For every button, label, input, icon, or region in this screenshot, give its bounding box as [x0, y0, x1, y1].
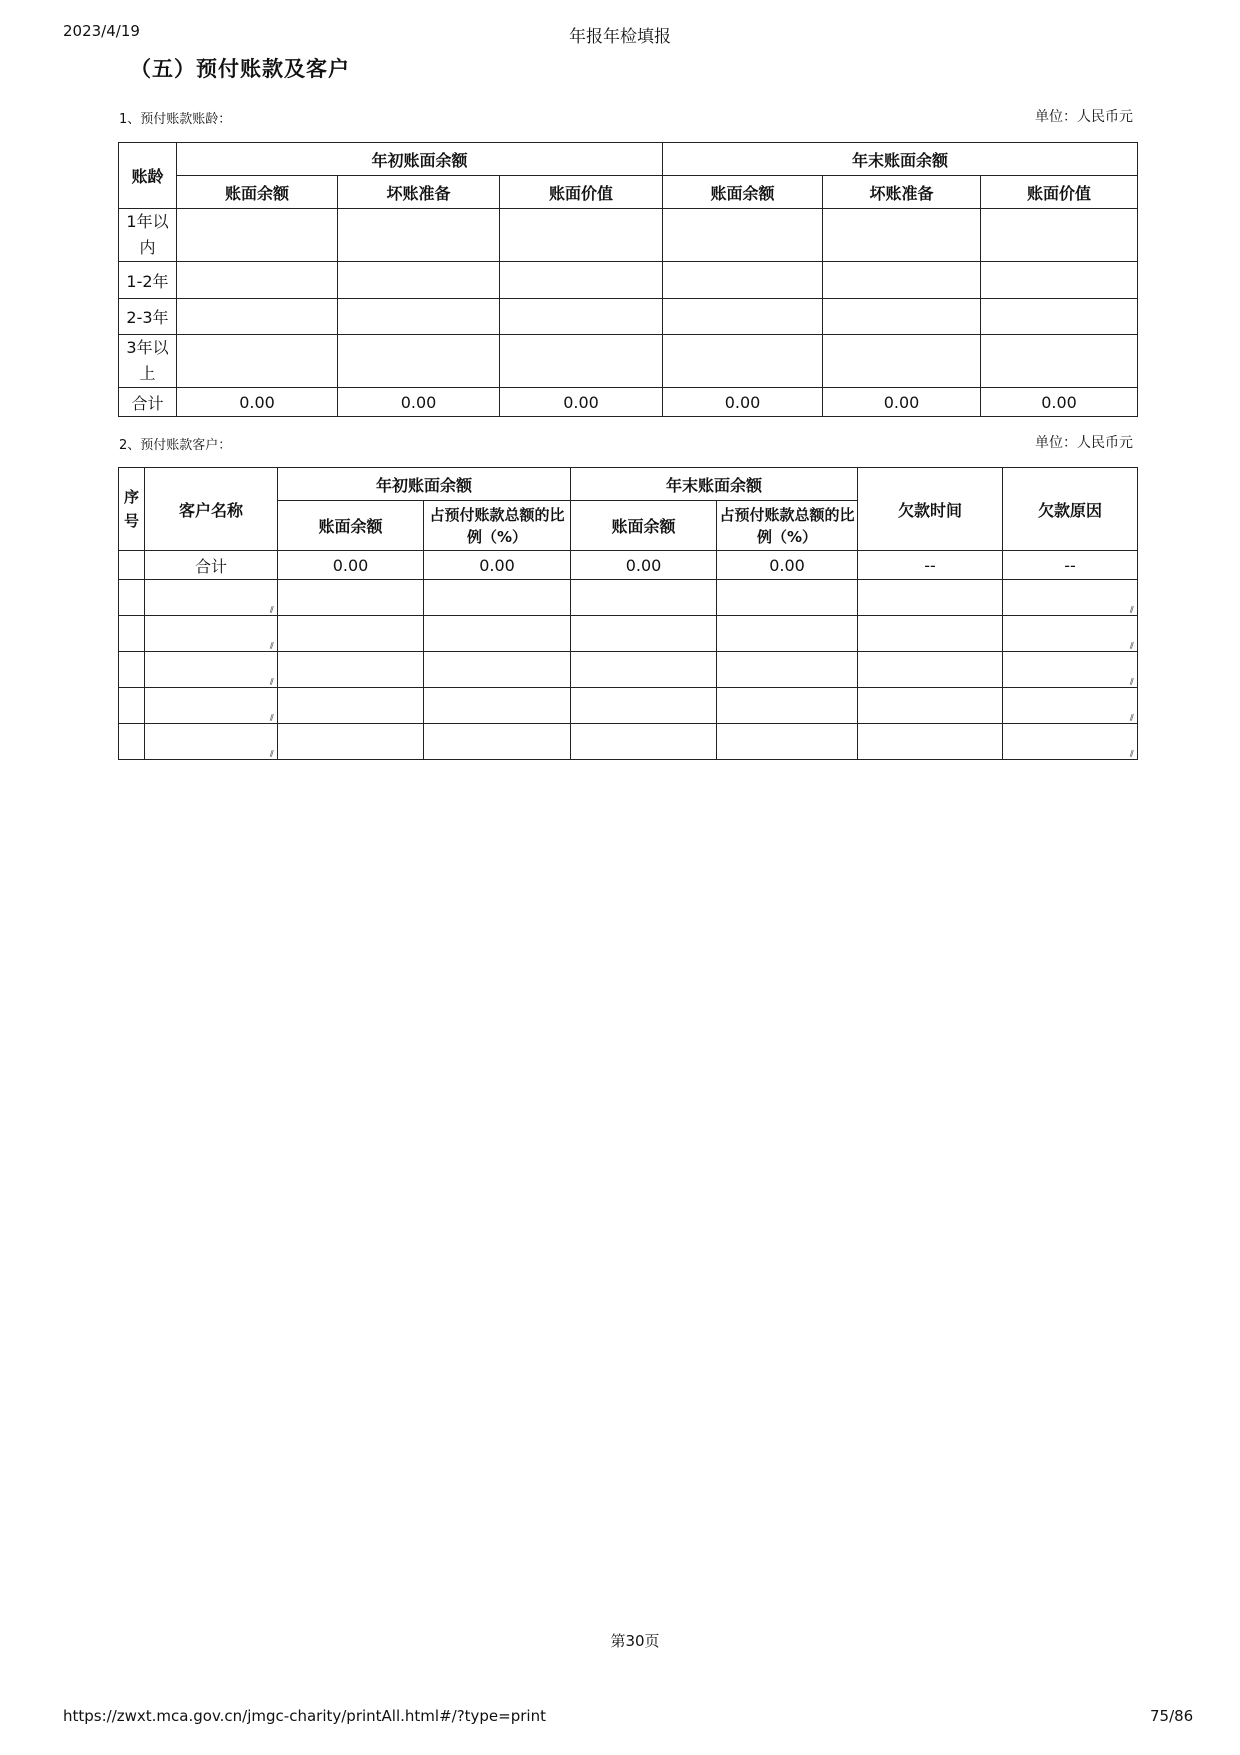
input-cell[interactable] [663, 209, 823, 262]
input-cell[interactable] [424, 688, 571, 724]
col-header-begin-ratio: 占预付账款总额的比例（%） [424, 501, 571, 551]
input-cell[interactable] [823, 262, 981, 299]
group-header-begin: 年初账面余额 [177, 143, 663, 176]
col-header-reason: 欠款原因 [1003, 468, 1138, 551]
input-cell[interactable] [717, 724, 858, 760]
aging-table [118, 142, 1138, 417]
input-cell[interactable] [338, 299, 500, 335]
total-label: 合计 [145, 551, 278, 580]
page-number: 第30页 [610, 1632, 660, 1650]
table-row [119, 299, 1138, 335]
total-label: 合计 [119, 388, 177, 417]
input-cell[interactable] [500, 299, 663, 335]
row-label: 3年以上 [119, 335, 177, 388]
resize-handle-icon[interactable] [267, 750, 275, 758]
total-value: 0.00 [663, 388, 823, 417]
resize-handle-icon[interactable] [267, 714, 275, 722]
customers-unit: 单位：人民币元 [1035, 435, 1133, 451]
table-row [119, 724, 1138, 760]
table-row [119, 209, 1138, 262]
input-cell[interactable] [500, 262, 663, 299]
group-header-end: 年末账面余额 [571, 468, 858, 501]
col-header-end-allowance: 坏账准备 [823, 176, 981, 209]
aging-caption: 1、预付账款账龄： [119, 112, 232, 127]
reason-input[interactable] [1003, 724, 1138, 760]
input-cell[interactable] [338, 262, 500, 299]
input-cell[interactable] [177, 262, 338, 299]
input-cell[interactable] [981, 335, 1138, 388]
input-cell[interactable] [858, 616, 1003, 652]
aging-unit: 单位：人民币元 [1035, 109, 1133, 125]
customers-caption: 2、预付账款客户： [119, 438, 232, 453]
input-cell[interactable] [424, 616, 571, 652]
customer-name-input[interactable] [145, 688, 278, 724]
input-cell[interactable] [177, 209, 338, 262]
seq-cell [119, 724, 145, 760]
col-header-end-balance: 账面余额 [663, 176, 823, 209]
input-cell[interactable] [177, 299, 338, 335]
input-cell[interactable] [177, 335, 338, 388]
total-value: 0.00 [823, 388, 981, 417]
total-value: -- [858, 551, 1003, 580]
total-row [119, 388, 1138, 417]
group-header-end: 年末账面余额 [663, 143, 1138, 176]
seq-cell [119, 652, 145, 688]
total-value: 0.00 [177, 388, 338, 417]
resize-handle-icon[interactable] [1127, 678, 1135, 686]
resize-handle-icon[interactable] [267, 678, 275, 686]
row-label: 1-2年 [119, 262, 177, 299]
page-url: https://zwxt.mca.gov.cn/jmgc-charity/printAll.html#/?type=print [63, 1707, 546, 1725]
total-value: 0.00 [278, 551, 424, 580]
print-page-count: 75/86 [1150, 1707, 1194, 1725]
reason-input[interactable] [1003, 580, 1138, 616]
input-cell[interactable] [717, 652, 858, 688]
input-cell[interactable] [663, 299, 823, 335]
input-cell[interactable] [424, 580, 571, 616]
row-label: 1年以内 [119, 209, 177, 262]
input-cell[interactable] [823, 335, 981, 388]
input-cell[interactable] [663, 335, 823, 388]
customers-table [118, 467, 1138, 760]
col-header-seq: 序号 [119, 468, 145, 551]
seq-cell [119, 616, 145, 652]
input-cell[interactable] [823, 299, 981, 335]
input-cell[interactable] [858, 688, 1003, 724]
input-cell[interactable] [500, 209, 663, 262]
input-cell[interactable] [858, 652, 1003, 688]
resize-handle-icon[interactable] [1127, 606, 1135, 614]
total-value: 0.00 [500, 388, 663, 417]
table-row [119, 616, 1138, 652]
input-cell[interactable] [981, 209, 1138, 262]
table-row [119, 688, 1138, 724]
input-cell[interactable] [717, 616, 858, 652]
customer-name-input[interactable] [145, 652, 278, 688]
resize-handle-icon[interactable] [1127, 714, 1135, 722]
input-cell[interactable] [278, 580, 424, 616]
customer-name-input[interactable] [145, 580, 278, 616]
input-cell[interactable] [424, 652, 571, 688]
input-cell[interactable] [278, 616, 424, 652]
input-cell[interactable] [571, 616, 717, 652]
reason-input[interactable] [1003, 616, 1138, 652]
col-header-begin-allowance: 坏账准备 [338, 176, 500, 209]
input-cell[interactable] [858, 580, 1003, 616]
input-cell[interactable] [424, 724, 571, 760]
input-cell[interactable] [278, 652, 424, 688]
input-cell[interactable] [338, 335, 500, 388]
table-row [119, 580, 1138, 616]
resize-handle-icon[interactable] [267, 606, 275, 614]
table-row [119, 652, 1138, 688]
input-cell[interactable] [717, 688, 858, 724]
table-row [119, 262, 1138, 299]
total-row [119, 551, 1138, 580]
total-value: -- [1003, 551, 1138, 580]
input-cell[interactable] [571, 688, 717, 724]
table-row [119, 335, 1138, 388]
col-header-begin-balance: 账面余额 [278, 501, 424, 551]
seq-cell [119, 688, 145, 724]
group-header-begin: 年初账面余额 [278, 468, 571, 501]
document-title: 年报年检填报 [569, 27, 671, 47]
resize-handle-icon[interactable] [267, 642, 275, 650]
reason-input[interactable] [1003, 652, 1138, 688]
total-value: 0.00 [981, 388, 1138, 417]
input-cell[interactable] [717, 580, 858, 616]
customer-name-input[interactable] [145, 724, 278, 760]
input-cell[interactable] [981, 262, 1138, 299]
col-header-end-value: 账面价值 [981, 176, 1138, 209]
col-header-end-balance: 账面余额 [571, 501, 717, 551]
col-header-name: 客户名称 [145, 468, 278, 551]
seq-cell [119, 580, 145, 616]
print-date: 2023/4/19 [63, 22, 140, 40]
input-cell[interactable] [663, 262, 823, 299]
resize-handle-icon[interactable] [1127, 642, 1135, 650]
input-cell[interactable] [981, 299, 1138, 335]
input-cell[interactable] [571, 652, 717, 688]
col-header-time: 欠款时间 [858, 468, 1003, 551]
input-cell[interactable] [500, 335, 663, 388]
total-value: 0.00 [338, 388, 500, 417]
input-cell[interactable] [278, 724, 424, 760]
col-header-begin-balance: 账面余额 [177, 176, 338, 209]
total-value: 0.00 [424, 551, 571, 580]
input-cell[interactable] [571, 580, 717, 616]
col-header-end-ratio: 占预付账款总额的比例（%） [717, 501, 858, 551]
customer-name-input[interactable] [145, 616, 278, 652]
section-title: （五）预付账款及客户 [130, 57, 350, 81]
seq-cell [119, 551, 145, 580]
input-cell[interactable] [338, 209, 500, 262]
input-cell[interactable] [571, 724, 717, 760]
total-value: 0.00 [571, 551, 717, 580]
col-header-begin-value: 账面价值 [500, 176, 663, 209]
col-header-age: 账龄 [119, 143, 177, 209]
input-cell[interactable] [278, 688, 424, 724]
resize-handle-icon[interactable] [1127, 750, 1135, 758]
total-value: 0.00 [717, 551, 858, 580]
input-cell[interactable] [858, 724, 1003, 760]
row-label: 2-3年 [119, 299, 177, 335]
input-cell[interactable] [823, 209, 981, 262]
reason-input[interactable] [1003, 688, 1138, 724]
